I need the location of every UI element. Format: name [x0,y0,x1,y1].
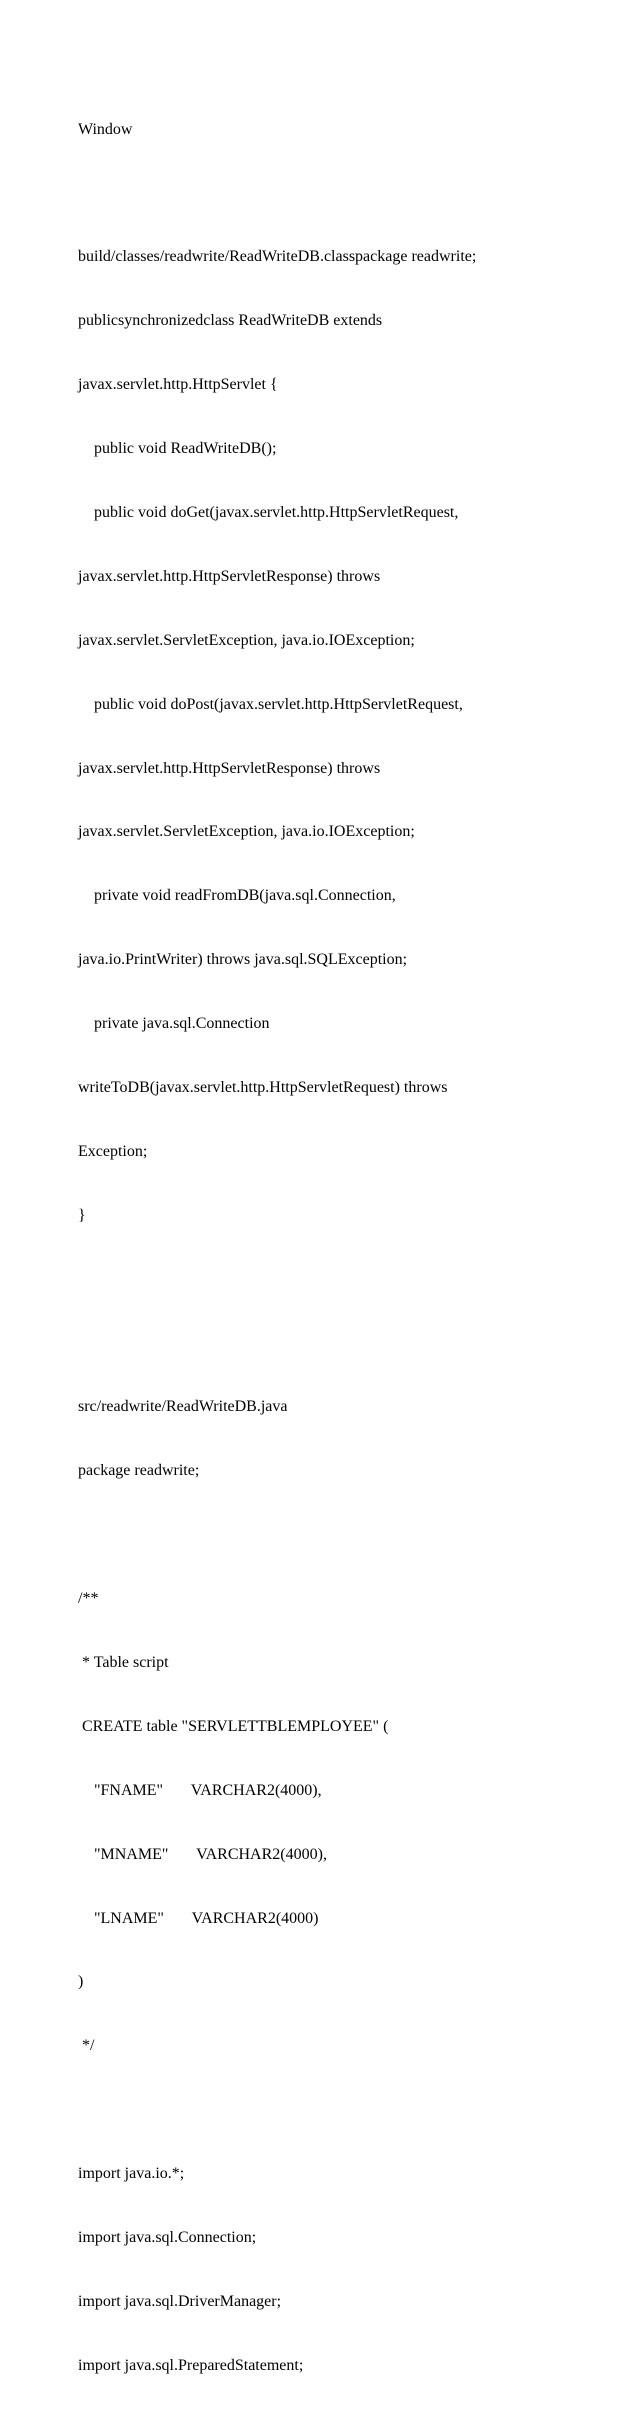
text-line: package readwrite; [78,1462,200,1480]
text-line: public void ReadWriteDB(); [78,440,277,458]
text-line: "FNAME" VARCHAR2(4000), [78,1781,322,1799]
text-line: */ [78,2037,95,2055]
text-line: import java.sql.Connection; [78,2228,257,2246]
text-line: import java.io.*; [78,2165,185,2183]
text-line: "LNAME" VARCHAR2(4000) [78,1909,319,1927]
text-line: "MNAME" VARCHAR2(4000), [78,1845,327,1863]
text-line: Window [78,120,133,138]
text-line: src/readwrite/ReadWriteDB.java [78,1398,288,1416]
text-line [78,1524,618,1545]
text-line: ) [78,1973,84,1991]
text-line [78,2099,618,2120]
text-line: private void readFromDB(java.sql.Connection, [78,887,396,905]
text-line: public void doGet(javax.servlet.http.HttpServletRequest, [78,503,459,521]
text-line: } [78,1206,86,1224]
text-line: CREATE table "SERVLETTBLEMPLOYEE" ( [78,1717,389,1735]
document-text [78,76,618,2419]
text-line: javax.servlet.ServletException, java.io.IOException; [78,631,415,649]
text-line: build/classes/readwrite/ReadWriteDB.classpackage readwrite; [78,248,477,266]
text-line: public void doPost(javax.servlet.http.HttpServletRequest, [78,695,463,713]
text-line: /** [78,1590,99,1608]
text-line: javax.servlet.http.HttpServletResponse) throws [78,759,381,777]
text-line: private java.sql.Connection [78,1015,270,1033]
text-line: javax.servlet.http.HttpServletResponse) throws [78,567,381,585]
text-line: javax.servlet.ServletException, java.io.IOException; [78,823,415,841]
text-line: * Table script [78,1653,169,1671]
text-line: javax.servlet.http.HttpServlet { [78,376,278,394]
text-line: java.io.PrintWriter) throws java.sql.SQLException; [78,951,408,969]
text-line [78,1333,618,1354]
text-line [78,1269,618,1290]
text-line: writeToDB(javax.servlet.http.HttpServletRequest) throws [78,1078,448,1096]
text-line: import java.sql.DriverManager; [78,2292,282,2310]
text-line: publicsynchronizedclass ReadWriteDB extends [78,312,383,330]
text-line: Exception; [78,1142,148,1160]
text-line: import java.sql.PreparedStatement; [78,2356,304,2374]
text-line [78,182,618,203]
